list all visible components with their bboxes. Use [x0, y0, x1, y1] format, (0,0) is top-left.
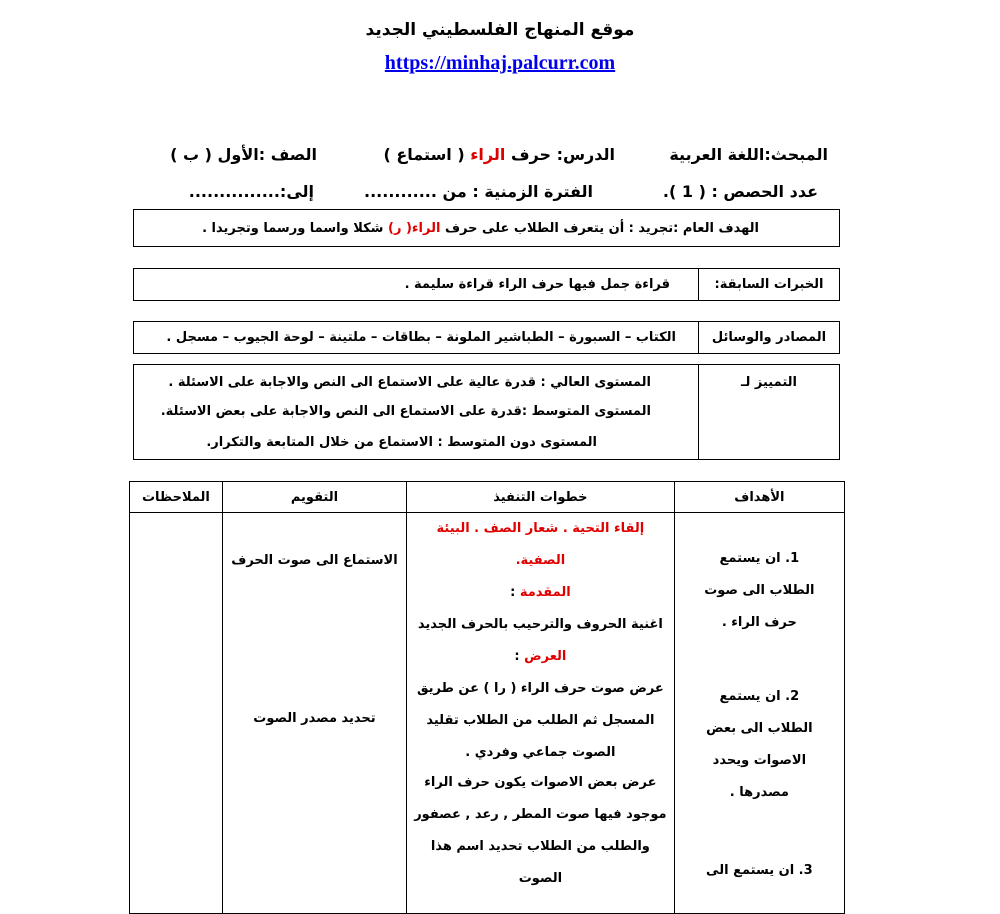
step-text: عرض صوت حرف الراء ( را ) عن طريق: [416, 681, 664, 696]
step-colon: :: [514, 649, 525, 664]
lesson-prefix: الدرس: حرف: [510, 145, 615, 164]
resources-label: المصادر والوسائل: [698, 322, 839, 353]
prior-knowledge-value: قراءة جمل فيها حرف الراء قراءة سليمة .: [404, 277, 670, 292]
step-line: [407, 839, 674, 854]
objective-line: الطلاب الى بعض: [706, 721, 813, 736]
step-line: [407, 585, 674, 600]
objective-line: الاصوات ويحدد: [712, 753, 807, 768]
step-line: [407, 681, 674, 696]
evaluation-line: تحديد مصدر الصوت: [253, 711, 376, 726]
general-goal-box: [133, 209, 840, 247]
time-to-label: إلى:...............: [188, 182, 314, 201]
periods-label: عدد الحصص : ( 1 ).: [662, 182, 818, 201]
header-evaluation: التقويم: [222, 482, 406, 513]
general-goal-text: [202, 210, 779, 246]
header-objectives: الأهداف: [674, 482, 844, 513]
evaluation-cell: [223, 513, 406, 913]
step-text: العرض: [524, 649, 567, 664]
differentiation-row: [133, 364, 840, 460]
step-colon: :: [510, 585, 520, 600]
grade-label: الصف :الأول ( ب ): [170, 145, 317, 164]
site-title: موقع المنهاج الفلسطيني الجديد: [365, 20, 635, 40]
step-line: [407, 871, 674, 886]
lesson-letter: الراء: [470, 145, 506, 164]
lesson-suffix: ( استماع ): [383, 145, 465, 164]
step-line: [407, 649, 674, 664]
diff-low: المستوى دون المتوسط : الاستماع من خلال المتابعة والتكرار.: [206, 435, 597, 450]
goal-letter: الراء( ر): [388, 220, 441, 236]
lesson-label: [383, 145, 615, 164]
step-text: المسجل ثم الطلب من الطلاب تقليد: [426, 713, 655, 728]
resources-value: الكتاب – السبورة – الطباشير الملونة – بطاقات – ملتينة – لوحة الجيوب – مسجل .: [166, 330, 676, 345]
diff-medium: المستوى المتوسط :قدرة على الاستماع الى النص والاجابة على بعض الاسئلة.: [160, 404, 651, 419]
objectives-cell: [675, 513, 844, 913]
evaluation-line: الاستماع الى صوت الحرف: [231, 553, 398, 568]
site-link[interactable]: https://minhaj.palcurr.com: [384, 52, 616, 74]
step-line: [407, 775, 674, 790]
objective-line: مصدرها .: [729, 785, 789, 800]
step-text: المقدمة: [519, 585, 571, 600]
diff-high: المستوى العالي : قدرة عالية على الاستماع الى النص والاجابة على الاسئلة .: [168, 375, 651, 390]
step-text: إلقاء التحية . شعار الصف . البيئة: [436, 521, 645, 536]
step-line: [407, 745, 674, 760]
header-steps: خطوات التنفيذ: [407, 482, 675, 513]
step-text: والطلب من الطلاب تحديد اسم هذا: [430, 839, 650, 854]
step-line: [407, 807, 674, 822]
step-line: [407, 617, 674, 632]
objective-line: 1. ان يستمع: [719, 551, 800, 566]
step-line: [407, 553, 674, 568]
step-text: عرض بعض الاصوات يكون حرف الراء: [424, 775, 657, 790]
step-text: الصوت: [518, 871, 563, 886]
step-text: الصفية.: [515, 553, 566, 568]
objective-line: 3. ان يستمع الى: [706, 863, 813, 878]
goal-prefix: الهدف العام :تجريد : أن يتعرف الطلاب على حرف: [444, 220, 759, 236]
notes-cell: [130, 513, 222, 913]
objective-line: الطلاب الى صوت: [704, 583, 815, 598]
step-text: الصوت جماعي وفردي .: [465, 745, 616, 760]
time-from-label: الفترة الزمنية : من ............: [364, 182, 593, 201]
step-line: [407, 713, 674, 728]
step-line: [407, 521, 674, 536]
differentiation-label: التمييز لـ: [698, 365, 839, 459]
prior-knowledge-label: الخبرات السابقة:: [698, 269, 839, 300]
lesson-plan-table: [129, 481, 845, 914]
objective-line: 2. ان يستمع: [719, 689, 800, 704]
header-notes: الملاحظات: [130, 482, 223, 513]
subject-label: المبحث:اللغة العربية: [669, 145, 828, 164]
step-text: موجود فيها صوت المطر , رعد , عصفور: [414, 807, 667, 822]
prior-knowledge-row: [133, 268, 840, 301]
steps-cell: [407, 513, 674, 913]
objective-line: حرف الراء .: [721, 615, 797, 630]
goal-suffix: شكلا واسما ورسما وتجريدا .: [202, 220, 384, 236]
resources-row: [133, 321, 840, 354]
step-text: اغنية الحروف والترحيب بالحرف الجديد: [417, 617, 663, 632]
